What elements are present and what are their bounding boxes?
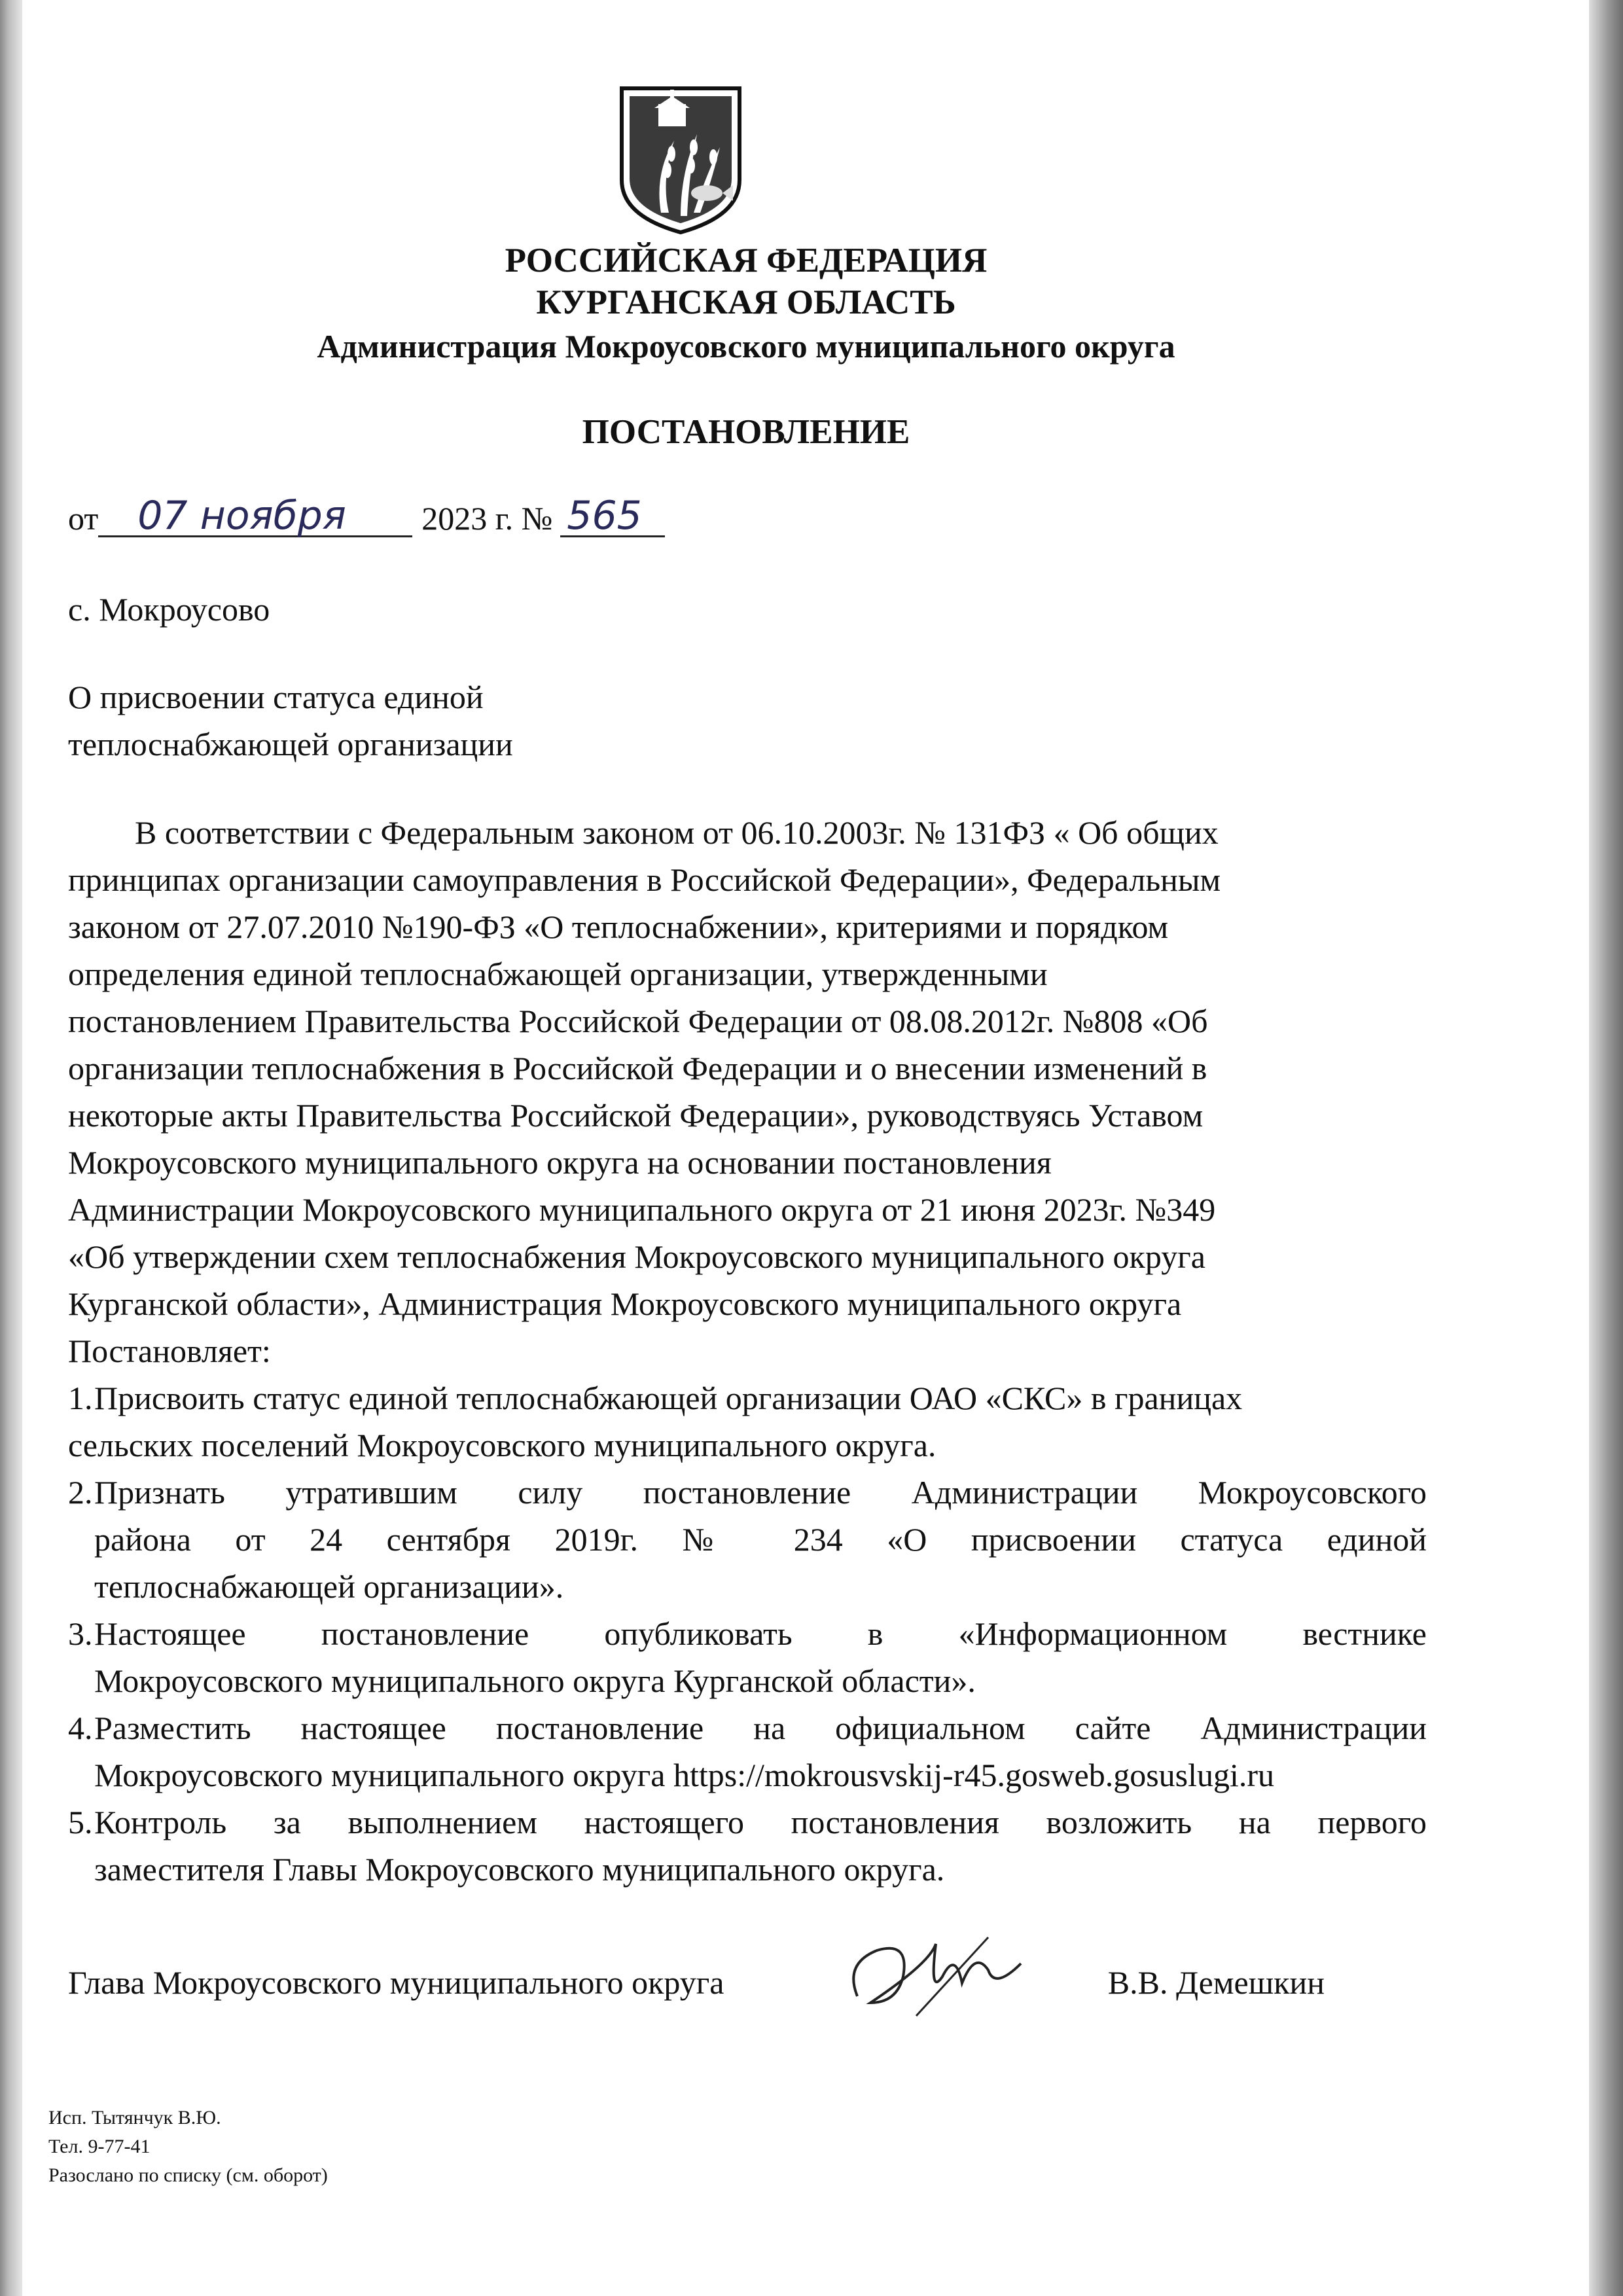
item-line: Контроль за выполнением настоящего постановления возложить на первого xyxy=(94,1804,1427,1840)
preamble-line: Администрации Мокроусовского муниципального округа от 21 июня 2023г. №349 xyxy=(68,1191,1216,1228)
place-of-issue: с. Мокроусово xyxy=(68,591,270,628)
footer-distribution: Разослано по списку (см. оборот) xyxy=(48,2164,328,2186)
coat-of-arms-emblem xyxy=(615,82,746,236)
item-line: Мокроусовского муниципального округа Курганской области». xyxy=(94,1662,976,1699)
item-line: Настоящее постановление опубликовать в «Информационном вестнике xyxy=(94,1615,1427,1652)
item-number: 5. xyxy=(68,1804,93,1840)
preamble-line: принципах организации самоуправления в Российской Федерации», Федеральным xyxy=(68,861,1221,898)
preamble-line: определения единой теплоснабжающей организации, утвержденными xyxy=(68,956,1048,992)
list-item xyxy=(68,1374,1427,1422)
item-number: 4. xyxy=(68,1710,93,1746)
list-item xyxy=(68,1469,1427,1610)
preamble-line: «Об утверждении схем теплоснабжения Мокроусовского муниципального округа xyxy=(68,1238,1205,1275)
handwritten-document-number: 565 xyxy=(560,496,665,537)
dateline xyxy=(68,493,665,539)
preamble-line: организации теплоснабжения в Российской Федерации и о внесении изменений в xyxy=(68,1050,1207,1086)
item-line: Признать утратившим силу постановление Администрации Мокроусовского xyxy=(94,1474,1427,1511)
dateline-prefix: от xyxy=(68,500,99,537)
handwritten-date: 07 ноября xyxy=(98,496,412,537)
preamble-line: законом от 27.07.2010 №190-ФЗ «О теплоснабжении», критериями и порядком xyxy=(68,908,1169,945)
header-administration: Администрация Мокроусовского муниципального округа xyxy=(317,328,1175,365)
item-line: района от 24 сентября 2019г. № 234 «О присвоении статуса единой xyxy=(94,1521,1427,1558)
item-line: Разместить настоящее постановление на официальном сайте Администрации xyxy=(94,1710,1427,1746)
item-line: заместителя Главы Мокроусовского муниципального округа. xyxy=(94,1851,945,1888)
item-line: Присвоить статус единой теплоснабжающей организации ОАО «СКС» в границах xyxy=(94,1380,1243,1416)
preamble-line: В соответствии с Федеральным законом от 06.10.2003г. № 131ФЗ « Об общих xyxy=(135,814,1219,851)
item-number: 3. xyxy=(68,1615,93,1652)
subject-line-2: теплоснабжающей организации xyxy=(68,726,513,762)
item-line: сельских поселений Мокроусовского муниципального округа. xyxy=(68,1427,936,1463)
signatory-name: В.В. Демешкин xyxy=(1107,1964,1325,2001)
header-country: РОССИЙСКАЯ ФЕДЕРАЦИЯ xyxy=(505,242,988,279)
dateline-year-number-label: 2023 г. № xyxy=(421,500,553,537)
item-line: теплоснабжающей организации». xyxy=(94,1568,564,1605)
footer-phone: Тел. 9-77-41 xyxy=(48,2136,151,2157)
signatory-position: Глава Мокроусовского муниципального округа xyxy=(68,1964,724,2001)
item-number: 2. xyxy=(68,1474,93,1511)
numbered-list xyxy=(68,1374,1427,1893)
item-number: 1. xyxy=(68,1380,93,1416)
preamble-line: некоторые акты Правительства Российской Федерации», руководствуясь Уставом xyxy=(68,1097,1204,1134)
preamble-line: Курганской области», Администрация Мокроусовского муниципального округа xyxy=(68,1285,1182,1322)
handwritten-signature xyxy=(831,1924,1054,2029)
preamble xyxy=(68,809,1427,1374)
preamble-line: постановлением Правительства Российской Федерации от 08.08.2012г. №808 «Об xyxy=(68,1003,1208,1039)
scan-shadow-right xyxy=(1589,0,1623,2296)
document-type-title: ПОСТАНОВЛЕНИЕ xyxy=(582,413,910,451)
footer-executor: Исп. Тытянчук В.Ю. xyxy=(48,2107,221,2128)
list-item xyxy=(68,1799,1427,1893)
list-item xyxy=(68,1610,1427,1704)
list-item xyxy=(68,1704,1427,1799)
header-region: КУРГАНСКАЯ ОБЛАСТЬ xyxy=(536,283,956,321)
item-line: Мокроусовского муниципального округа https://mokrousvskij-r45.gosweb.gosuslugi.ru xyxy=(94,1757,1275,1793)
preamble-line: Мокроусовского муниципального округа на основании постановления xyxy=(68,1144,1052,1181)
subject-line-1: О присвоении статуса единой xyxy=(68,679,484,715)
resolves-word: Постановляет: xyxy=(68,1333,271,1369)
